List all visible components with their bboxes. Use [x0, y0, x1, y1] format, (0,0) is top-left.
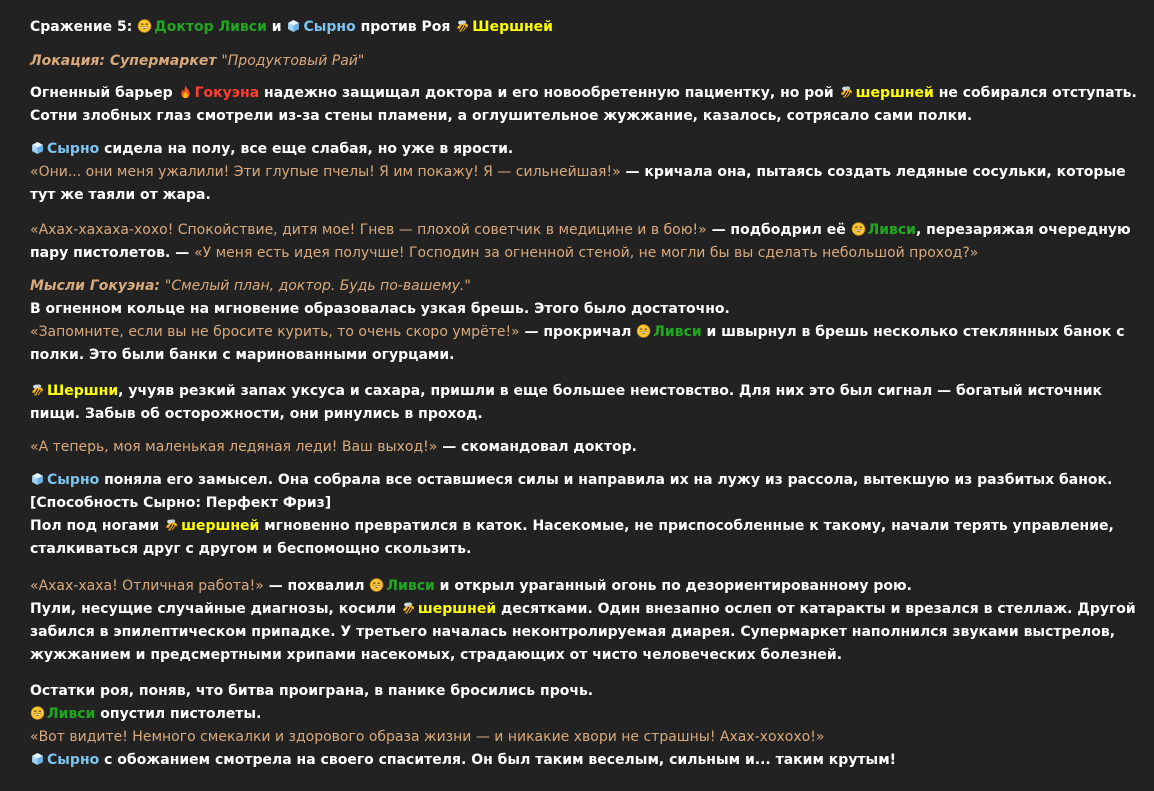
- p9-quote: «Вот видите! Немного смекалки и здорового образа жизни — и никакие хвори не страшны! Ахах-хохохо!»: [30, 729, 825, 745]
- thoughts-text: "Смелый план, доктор. Будь по-вашему.": [164, 278, 471, 294]
- p2-text-a: сидела на полу, все еще слабая, но уже в ярости.: [104, 141, 514, 157]
- p7-text-c: мгновенно превратился в каток. Насекомые, не приспособленные к такому, начали терять управление, сталкиваться друг с другом и беспомощно скользить.: [30, 518, 1114, 557]
- grin-face-icon: [851, 222, 866, 236]
- hornets-name: шершней: [855, 85, 934, 101]
- thoughts-label: Мысли Гокуэна:: [30, 278, 161, 294]
- paragraph-2: [30, 138, 1138, 207]
- p8-text-a: — похвалил: [268, 578, 365, 594]
- p8-quote: «Ахах-хаха! Отличная работа!»: [30, 578, 264, 594]
- gokuen-name: Гокуэна: [194, 85, 260, 101]
- location-value: "Продуктовый Рай": [221, 53, 365, 69]
- hornets-name: шершней: [181, 518, 260, 534]
- ice-cube-icon: [286, 19, 301, 33]
- fire-icon: [178, 85, 193, 99]
- grin-face-icon: [30, 706, 45, 720]
- battle-title: [30, 16, 1138, 39]
- hornets-name: шершней: [417, 601, 497, 617]
- p8-text-c: Пули, несущие случайные диагнозы, косили: [30, 601, 397, 617]
- p1-text-a: Огненный барьер: [30, 85, 173, 101]
- grin-face-icon: [369, 578, 384, 592]
- p9-text-a: Остатки роя, поняв, что битва проиграна, в панике бросились прочь.: [30, 683, 594, 699]
- grin-face-icon: [137, 19, 152, 33]
- livsi-name: Ливси: [653, 324, 702, 340]
- p7-text-a: поняла его замысел. Она собрала все оставшиеся силы и направила их на лужу из рассола, вытекшую из разбитых банок.: [104, 472, 1113, 488]
- bee-icon: [164, 518, 179, 532]
- ice-cube-icon: [30, 752, 45, 766]
- p8-text-d: десятками. Один внезапно ослеп от катаракты и врезался в стеллаж. Другой забился в эпилептическом припадке. У третьего началась неконтролируемая диарея. Супермаркет наполнился звуками выстрелов, жужжанием и предсмертными хрипами насекомых, страдающих от чисто человеческих болезней.: [30, 601, 1136, 663]
- p2-quote: «Они... они меня ужалили! Эти глупые пчелы! Я им покажу! Я — сильнейшая!»: [30, 164, 621, 180]
- p1-text-c: не собирался отступать. Сотни злобных глаз смотрели из-за стены пламени, а оглушительное жужжание, казалось, сотрясало сами полки.: [30, 85, 1137, 124]
- p1-text-b: надежно защищал доктора и его новообретенную пациентку, но рой: [264, 85, 834, 101]
- syrno-name: Сырно: [47, 752, 100, 768]
- p6-text-a: — скомандовал доктор.: [442, 439, 637, 455]
- hornets-name: Шершней: [472, 19, 553, 35]
- paragraph-5: [30, 380, 1138, 426]
- syrno-name: Сырно: [47, 472, 100, 488]
- p3-text-a: — подбодрил её: [711, 222, 846, 238]
- p3-quote-2: «У меня есть идея получше! Господин за огненной стеной, не могли бы вы сделать небольшой проход?»: [194, 245, 979, 261]
- p5-text-a: , учуяв резкий запах уксуса и сахара, пришли в еще большее неистовство. Для них это был сигнал — богатый источник пищи. Забыв об осторожности, они ринулись в проход.: [30, 383, 1103, 422]
- p2-text-b: — кричала она, пытаясь создать ледяные сосульки, которые тут же таяли от жара.: [30, 164, 1126, 203]
- paragraph-4: [30, 275, 1138, 367]
- bee-icon: [839, 85, 854, 99]
- hornets-name: Шершни: [47, 383, 119, 399]
- ice-cube-icon: [30, 472, 45, 486]
- p3-text-b: , перезаряжая очередную пару пистолетов. —: [30, 222, 1131, 261]
- livsi-name: Ливси: [867, 222, 916, 238]
- title-and: и: [271, 19, 282, 35]
- paragraph-7: [30, 469, 1138, 561]
- location-line: [30, 50, 1138, 73]
- p7-text-b: Пол под ногами: [30, 518, 160, 534]
- livsi-name: Ливси: [47, 706, 96, 722]
- ice-cube-icon: [30, 141, 45, 155]
- paragraph-8: [30, 575, 1138, 667]
- p3-quote-1: «Ахах-хахаха-хохо! Спокойствие, дитя мое! Гнев — плохой советчик в медицине и в бою!»: [30, 222, 707, 238]
- syrno-name: Сырно: [47, 141, 100, 157]
- p4-quote: «Запомните, если вы не бросите курить, то очень скоро умрёте!»: [30, 324, 520, 340]
- p6-quote: «А теперь, моя маленькая ледяная леди! Ваш выход!»: [30, 439, 438, 455]
- p4-text-c: и швырнул в брешь несколько стеклянных банок с полки. Это были банки с маринованными огурцами.: [30, 324, 1125, 363]
- doctor-livsi-name: Доктор Ливси: [154, 19, 267, 35]
- title-prefix: Сражение 5:: [30, 19, 133, 35]
- p8-text-b: и открыл ураганный огонь по дезориентированному рою.: [439, 578, 912, 594]
- title-vs: против Роя: [360, 19, 451, 35]
- p4-text-a: В огненном кольце на мгновение образовалась узкая брешь. Этого было достаточно.: [30, 301, 730, 317]
- p9-text-b: опустил пистолеты.: [100, 706, 262, 722]
- syrno-name: Сырно: [303, 19, 356, 35]
- paragraph-6: [30, 436, 1138, 459]
- ability-label: [Способность Сырно: Перфект Фриз]: [30, 495, 332, 511]
- bee-icon: [401, 601, 416, 615]
- location-label: Локация: Супермаркет: [30, 53, 217, 69]
- paragraph-3: [30, 219, 1138, 265]
- p4-text-b: — прокричал: [524, 324, 632, 340]
- bee-icon: [455, 19, 470, 33]
- paragraph-9: [30, 680, 1138, 772]
- paragraph-1: [30, 82, 1138, 128]
- livsi-name: Ливси: [386, 578, 435, 594]
- grin-face-icon: [636, 324, 651, 338]
- p9-text-c: с обожанием смотрела на своего спасителя. Он был таким веселым, сильным и... таким крутым!: [104, 752, 897, 768]
- bee-icon: [30, 383, 45, 397]
